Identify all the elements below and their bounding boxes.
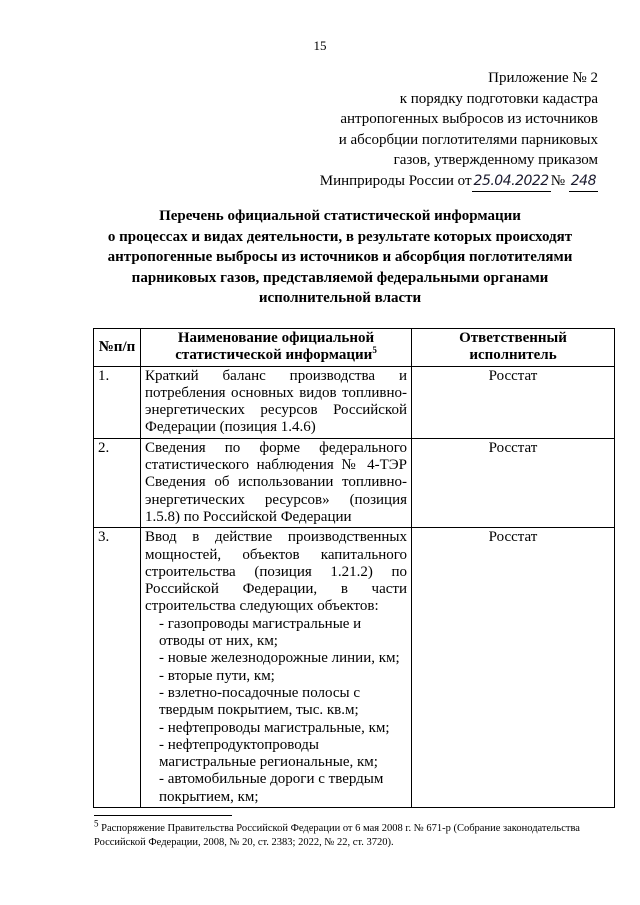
order-prefix: Минприроды России от xyxy=(319,172,472,189)
row-num: 3. xyxy=(94,528,141,808)
page-number: 15 xyxy=(313,38,327,53)
title-line: Перечень официальной статистической информации xyxy=(159,208,521,224)
appendix-line: к порядку подготовки кадастра xyxy=(399,90,598,107)
appendix-line: и абсорбции поглотителями парниковых xyxy=(338,131,598,148)
table-row xyxy=(94,528,615,808)
list-item: - взлетно-посадочные полосы с твердым покрытием, тыс. кв.м; xyxy=(159,684,361,719)
appendix-line: газов, утвержденному приказом xyxy=(393,152,598,168)
list-item: - вторые пути, км; xyxy=(159,667,275,684)
list-item: - нефтепроводы магистральные, км; xyxy=(159,719,390,736)
row-responsible: Росстат xyxy=(412,438,615,527)
order-number-label: № xyxy=(550,172,566,189)
title-line: о процессах и видах деятельности, в результате которых происходят xyxy=(107,228,573,245)
order-line xyxy=(278,171,598,193)
footnote-mark: 5 xyxy=(94,818,99,829)
header-num: №п/п xyxy=(94,329,141,367)
row-num: 2. xyxy=(94,438,141,527)
footnote-text: Распоряжение Правительства Российской Федерации от 6 мая 2008 г. № 671-р (Собрание законодательства Российской Федерации, 2008, № 20, ст. 2383; 2022, № 22, ст. 3720). xyxy=(94,823,580,848)
row-responsible: Росстат xyxy=(412,528,615,808)
list-item: - новые железнодорожные линии, км; xyxy=(159,650,400,667)
table-row xyxy=(94,366,615,438)
order-date-handwritten: 25.04.2022 xyxy=(472,171,551,193)
order-number-handwritten: 248 xyxy=(569,171,598,193)
list-item: - автомобильные дороги с твердым покрытием, км; xyxy=(159,771,384,805)
row-responsible: Росстат xyxy=(412,366,615,438)
row-name-text: Ввод в действие производственных мощностей, объектов капитального строительства (позиция 1.21.2) по Российской Федерации, в части строительства следующих объектов: xyxy=(145,529,407,615)
row-name-text: Сведения по форме федерального статистического наблюдения № 4-ТЭР Сведения об использовании топливно-энергетических ресурсов» (позиция 1.5.8) по Российской Федерации xyxy=(145,439,407,525)
footnote-ref: 5 xyxy=(372,345,377,356)
table-header-row xyxy=(94,329,615,367)
row-name-text: Краткий баланс производства и потребления основных видов топливно-энергетических ресурсов Российской Федерации (позиция 1.4.6) xyxy=(145,367,407,436)
row-name xyxy=(141,528,412,808)
title-line: исполнительной власти xyxy=(258,290,422,306)
appendix-block xyxy=(278,68,598,192)
footnote-divider xyxy=(94,815,232,816)
row-num: 1. xyxy=(94,366,141,438)
header-responsible: Ответственный исполнитель xyxy=(412,329,615,367)
appendix-line: антропогенных выбросов из источников xyxy=(340,111,598,127)
title-line: парниковых газов, представляемой федеральными органами xyxy=(131,269,549,286)
document-title xyxy=(60,206,620,309)
row-name xyxy=(141,438,412,527)
statistics-table xyxy=(93,328,615,808)
list-item: - газопроводы магистральные и отводы от них, км; xyxy=(159,615,362,650)
header-name xyxy=(141,329,412,367)
footnote xyxy=(94,818,614,850)
table-row xyxy=(94,438,615,527)
row-name xyxy=(141,366,412,438)
list-item: - нефтепродуктопроводы магистральные региональные, км; xyxy=(159,736,378,771)
header-name-text: Наименование официальной статистической информации xyxy=(175,330,375,364)
title-line: антропогенные выбросы из источников и абсорбция поглотителями xyxy=(107,249,573,265)
appendix-line: Приложение № 2 xyxy=(488,70,598,86)
